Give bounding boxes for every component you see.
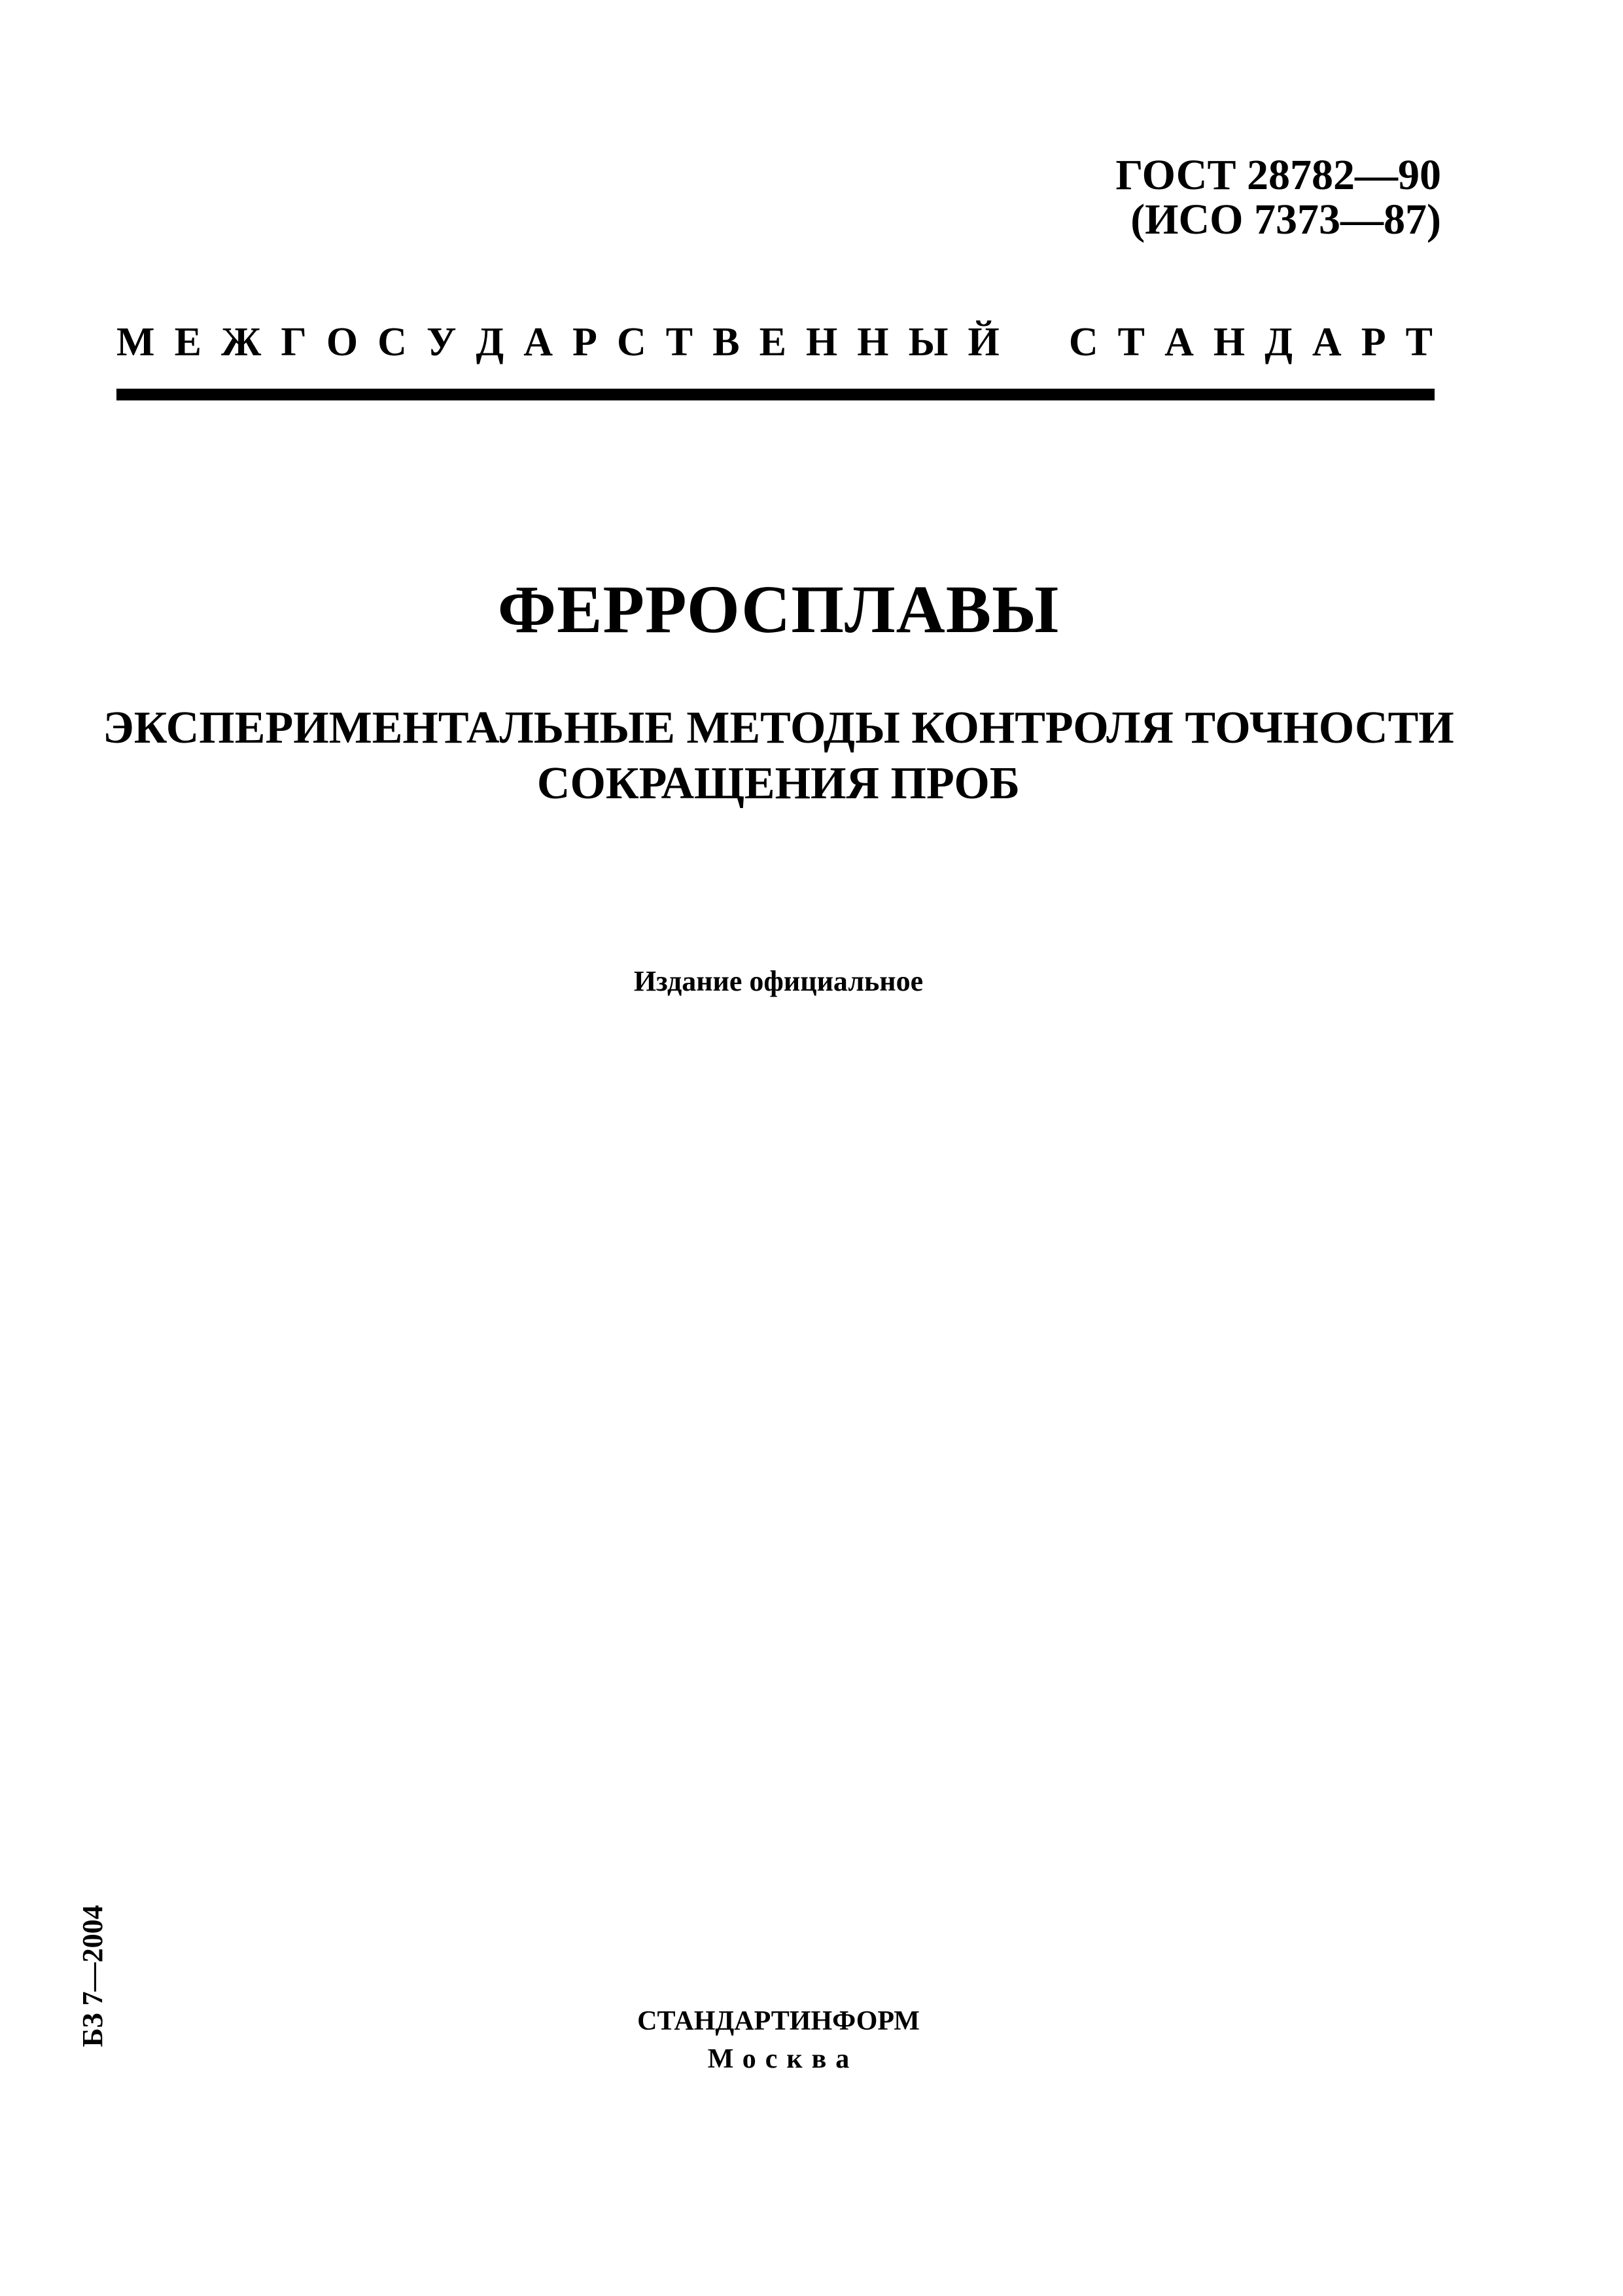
heading-letter: Ж [220, 320, 262, 364]
publisher-block [0, 2002, 1557, 2078]
heading-letter: У [426, 320, 457, 364]
gost-code: ГОСТ 28782—90 [1115, 151, 1441, 199]
heading-letter: О [326, 320, 358, 364]
heading-letter: Н [857, 320, 889, 364]
heading-letter: Н [806, 320, 838, 364]
heading-letter: С [1068, 320, 1098, 364]
heading-letter: Т [1117, 320, 1145, 364]
heading-letter: М [116, 320, 155, 364]
heading-letter: А [1312, 320, 1342, 364]
publisher-name: СТАНДАРТИНФОРМ [637, 2006, 920, 2036]
heading-letter: Д [476, 320, 504, 364]
heading-letter: С [616, 320, 646, 364]
heading-letter: Ы [908, 320, 949, 364]
heading-letter: Д [1265, 320, 1293, 364]
document-code-block [1115, 153, 1441, 242]
document-title: ФЕРРОСПЛАВЫ [497, 572, 1060, 647]
publisher-city: Москва [707, 2044, 859, 2074]
edition-label: Издание официальное [633, 965, 924, 997]
heading-letter: Е [174, 320, 201, 364]
heading-word-gap [1019, 313, 1049, 372]
heading-letter: В [712, 320, 740, 364]
subtitle-line-2: СОКРАЩЕНИЯ ПРОБ [536, 758, 1021, 809]
heading-letter: Й [968, 320, 1000, 364]
heading-letter: Р [1361, 320, 1386, 364]
subtitle-line-1: ЭКСПЕРИМЕНТАЛЬНЫЕ МЕТОДЫ КОНТРОЛЯ ТОЧНОСТИ [103, 703, 1454, 753]
standard-type-heading [116, 313, 1433, 372]
heading-letter: Р [572, 320, 597, 364]
iso-code: (ИСО 7373—87) [1130, 196, 1441, 243]
heading-letter: Т [665, 320, 693, 364]
heading-letter: А [523, 320, 553, 364]
heading-letter: Г [281, 320, 307, 364]
side-code-label: БЗ 7—2004 [77, 1905, 109, 2047]
heading-letter: Т [1405, 320, 1433, 364]
document-subtitle [0, 700, 1557, 811]
heading-letter: Н [1213, 320, 1246, 364]
heading-letter: С [377, 320, 407, 364]
heading-divider [116, 389, 1435, 400]
heading-letter: А [1164, 320, 1194, 364]
heading-letter: Е [759, 320, 786, 364]
